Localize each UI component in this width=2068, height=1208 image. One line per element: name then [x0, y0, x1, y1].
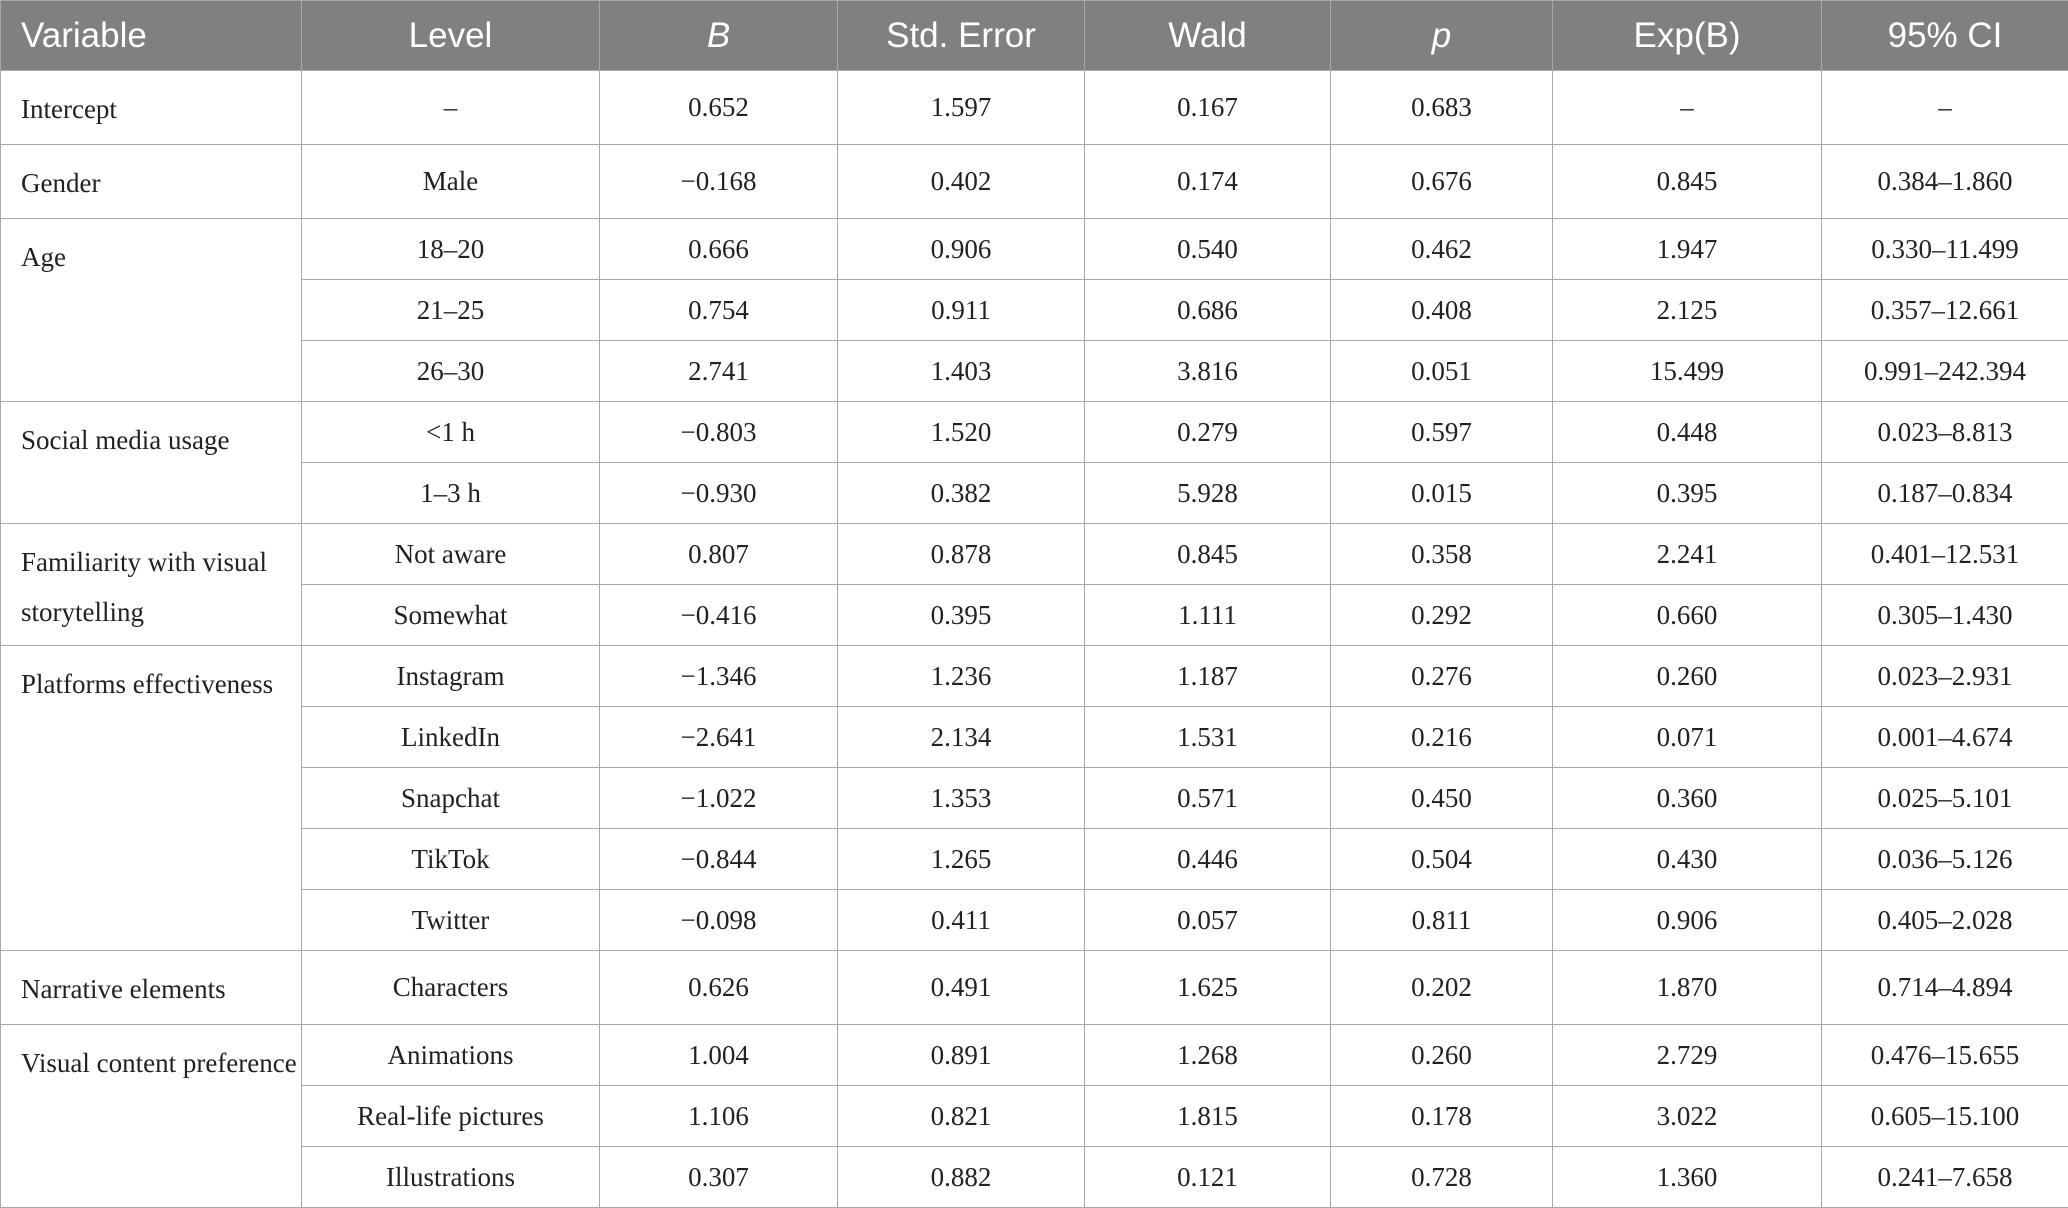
cell-ci: 0.405–2.028	[1822, 890, 2068, 951]
cell-exp-b: 2.729	[1553, 1025, 1822, 1086]
cell-ci: 0.187–0.834	[1822, 463, 2068, 524]
cell-p: 0.202	[1331, 951, 1553, 1025]
header-p: p	[1331, 1, 1553, 71]
cell-p: 0.260	[1331, 1025, 1553, 1086]
header-level: Level	[302, 1, 600, 71]
cell-b: 0.666	[600, 219, 838, 280]
cell-ci: 0.241–7.658	[1822, 1147, 2068, 1208]
cell-wald: 1.531	[1085, 707, 1331, 768]
cell-b: −0.098	[600, 890, 838, 951]
cell-b: 0.652	[600, 71, 838, 145]
table-row	[1, 463, 2068, 524]
cell-level: Twitter	[302, 890, 600, 951]
cell-exp-b: 0.071	[1553, 707, 1822, 768]
cell-p: 0.597	[1331, 402, 1553, 463]
cell-std-error: 0.878	[838, 524, 1085, 585]
cell-b: −0.416	[600, 585, 838, 646]
cell-ci: 0.401–12.531	[1822, 524, 2068, 585]
cell-level: 1–3 h	[302, 463, 600, 524]
cell-wald: 0.686	[1085, 280, 1331, 341]
cell-std-error: 0.906	[838, 219, 1085, 280]
cell-level: 21–25	[302, 280, 600, 341]
cell-p: 0.178	[1331, 1086, 1553, 1147]
table-row	[1, 402, 2068, 463]
cell-p: 0.683	[1331, 71, 1553, 145]
table-body	[1, 71, 2068, 1208]
cell-b: 0.307	[600, 1147, 838, 1208]
cell-variable: Narrative elements	[1, 951, 302, 1025]
cell-std-error: 0.491	[838, 951, 1085, 1025]
cell-exp-b: 0.260	[1553, 646, 1822, 707]
table-row	[1, 280, 2068, 341]
cell-level: Characters	[302, 951, 600, 1025]
cell-b: 1.106	[600, 1086, 838, 1147]
cell-variable: Gender	[1, 145, 302, 219]
table-row	[1, 646, 2068, 707]
cell-exp-b: 1.870	[1553, 951, 1822, 1025]
cell-level: Illustrations	[302, 1147, 600, 1208]
cell-exp-b: 2.125	[1553, 280, 1822, 341]
cell-level: LinkedIn	[302, 707, 600, 768]
cell-p: 0.292	[1331, 585, 1553, 646]
header-std-error: Std. Error	[838, 1, 1085, 71]
cell-exp-b: 0.430	[1553, 829, 1822, 890]
cell-b: −0.930	[600, 463, 838, 524]
cell-p: 0.811	[1331, 890, 1553, 951]
cell-level: Not aware	[302, 524, 600, 585]
header-ci: 95% CI	[1822, 1, 2068, 71]
cell-level: –	[302, 71, 600, 145]
table-row	[1, 341, 2068, 402]
table-row	[1, 951, 2068, 1025]
cell-exp-b: 0.660	[1553, 585, 1822, 646]
cell-ci: 0.023–2.931	[1822, 646, 2068, 707]
cell-ci: 0.001–4.674	[1822, 707, 2068, 768]
cell-exp-b: 2.241	[1553, 524, 1822, 585]
cell-p: 0.462	[1331, 219, 1553, 280]
cell-p: 0.015	[1331, 463, 1553, 524]
cell-exp-b: 1.360	[1553, 1147, 1822, 1208]
table-row	[1, 145, 2068, 219]
cell-p: 0.216	[1331, 707, 1553, 768]
cell-std-error: 1.353	[838, 768, 1085, 829]
cell-wald: 1.815	[1085, 1086, 1331, 1147]
cell-variable: Social media usage	[1, 402, 302, 524]
table-row	[1, 707, 2068, 768]
cell-std-error: 0.882	[838, 1147, 1085, 1208]
cell-variable: Age	[1, 219, 302, 402]
cell-b: −0.168	[600, 145, 838, 219]
cell-p: 0.276	[1331, 646, 1553, 707]
cell-level: <1 h	[302, 402, 600, 463]
cell-b: −1.022	[600, 768, 838, 829]
cell-wald: 0.057	[1085, 890, 1331, 951]
cell-b: −1.346	[600, 646, 838, 707]
cell-wald: 0.279	[1085, 402, 1331, 463]
cell-b: −0.844	[600, 829, 838, 890]
cell-b: 0.626	[600, 951, 838, 1025]
table-row	[1, 890, 2068, 951]
cell-wald: 1.111	[1085, 585, 1331, 646]
cell-wald: 0.571	[1085, 768, 1331, 829]
cell-std-error: 0.395	[838, 585, 1085, 646]
cell-wald: 3.816	[1085, 341, 1331, 402]
cell-ci: 0.023–8.813	[1822, 402, 2068, 463]
table-row	[1, 829, 2068, 890]
cell-variable: Intercept	[1, 71, 302, 145]
cell-wald: 0.121	[1085, 1147, 1331, 1208]
cell-std-error: 1.597	[838, 71, 1085, 145]
table-row	[1, 768, 2068, 829]
table-row	[1, 1025, 2068, 1086]
cell-std-error: 1.520	[838, 402, 1085, 463]
cell-p: 0.051	[1331, 341, 1553, 402]
cell-wald: 0.845	[1085, 524, 1331, 585]
cell-ci: 0.476–15.655	[1822, 1025, 2068, 1086]
cell-level: Real-life pictures	[302, 1086, 600, 1147]
cell-p: 0.504	[1331, 829, 1553, 890]
cell-wald: 1.187	[1085, 646, 1331, 707]
cell-p: 0.450	[1331, 768, 1553, 829]
cell-ci: 0.036–5.126	[1822, 829, 2068, 890]
cell-wald: 1.625	[1085, 951, 1331, 1025]
cell-level: 26–30	[302, 341, 600, 402]
header-variable: Variable	[1, 1, 302, 71]
cell-std-error: 0.382	[838, 463, 1085, 524]
cell-wald: 0.446	[1085, 829, 1331, 890]
table-row	[1, 71, 2068, 145]
cell-level: Somewhat	[302, 585, 600, 646]
cell-variable: Platforms effectiveness	[1, 646, 302, 951]
cell-ci: 0.605–15.100	[1822, 1086, 2068, 1147]
cell-b: 0.807	[600, 524, 838, 585]
cell-exp-b: 0.845	[1553, 145, 1822, 219]
cell-level: Male	[302, 145, 600, 219]
cell-ci: 0.330–11.499	[1822, 219, 2068, 280]
cell-p: 0.408	[1331, 280, 1553, 341]
cell-level: Animations	[302, 1025, 600, 1086]
header-wald: Wald	[1085, 1, 1331, 71]
cell-variable: Visual content preference	[1, 1025, 302, 1208]
cell-exp-b: –	[1553, 71, 1822, 145]
table-row	[1, 1086, 2068, 1147]
cell-ci: 0.357–12.661	[1822, 280, 2068, 341]
cell-std-error: 1.265	[838, 829, 1085, 890]
header-b: B	[600, 1, 838, 71]
cell-b: −0.803	[600, 402, 838, 463]
header-row	[1, 1, 2068, 71]
cell-exp-b: 0.360	[1553, 768, 1822, 829]
cell-std-error: 2.134	[838, 707, 1085, 768]
cell-std-error: 1.236	[838, 646, 1085, 707]
cell-ci: 0.991–242.394	[1822, 341, 2068, 402]
cell-b: 2.741	[600, 341, 838, 402]
cell-ci: 0.384–1.860	[1822, 145, 2068, 219]
cell-exp-b: 3.022	[1553, 1086, 1822, 1147]
table-row	[1, 585, 2068, 646]
cell-std-error: 0.402	[838, 145, 1085, 219]
cell-std-error: 0.891	[838, 1025, 1085, 1086]
cell-b: 0.754	[600, 280, 838, 341]
cell-p: 0.676	[1331, 145, 1553, 219]
table-row	[1, 219, 2068, 280]
cell-exp-b: 1.947	[1553, 219, 1822, 280]
cell-exp-b: 15.499	[1553, 341, 1822, 402]
cell-level: TikTok	[302, 829, 600, 890]
table-row	[1, 524, 2068, 585]
cell-variable: Familiarity with visual storytelling	[1, 524, 302, 646]
cell-ci: 0.305–1.430	[1822, 585, 2068, 646]
cell-ci: –	[1822, 71, 2068, 145]
cell-p: 0.358	[1331, 524, 1553, 585]
cell-wald: 0.167	[1085, 71, 1331, 145]
cell-ci: 0.714–4.894	[1822, 951, 2068, 1025]
cell-std-error: 0.821	[838, 1086, 1085, 1147]
cell-ci: 0.025–5.101	[1822, 768, 2068, 829]
cell-wald: 0.540	[1085, 219, 1331, 280]
cell-b: −2.641	[600, 707, 838, 768]
cell-std-error: 0.911	[838, 280, 1085, 341]
cell-exp-b: 0.448	[1553, 402, 1822, 463]
cell-wald: 1.268	[1085, 1025, 1331, 1086]
cell-level: Snapchat	[302, 768, 600, 829]
cell-std-error: 1.403	[838, 341, 1085, 402]
cell-wald: 0.174	[1085, 145, 1331, 219]
cell-wald: 5.928	[1085, 463, 1331, 524]
cell-b: 1.004	[600, 1025, 838, 1086]
cell-level: 18–20	[302, 219, 600, 280]
cell-std-error: 0.411	[838, 890, 1085, 951]
cell-level: Instagram	[302, 646, 600, 707]
header-exp-b: Exp(B)	[1553, 1, 1822, 71]
cell-p: 0.728	[1331, 1147, 1553, 1208]
cell-exp-b: 0.395	[1553, 463, 1822, 524]
cell-exp-b: 0.906	[1553, 890, 1822, 951]
table-row	[1, 1147, 2068, 1208]
